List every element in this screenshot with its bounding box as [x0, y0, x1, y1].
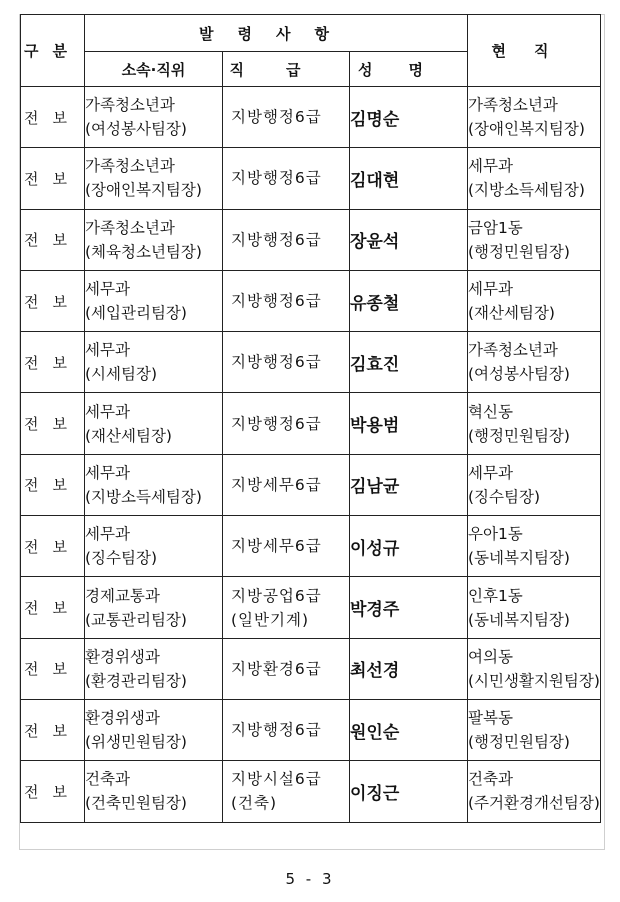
cell-category: 전보: [21, 699, 85, 760]
cell-affiliation: [85, 516, 223, 577]
cell-category: 전보: [21, 454, 85, 515]
current-team: (시민생활지원팀장): [468, 671, 600, 690]
cell-affiliation: [85, 270, 223, 331]
table-row: [21, 699, 601, 760]
affiliation-team: (징수팀장): [85, 549, 157, 568]
cell-grade: [223, 270, 350, 331]
cell-affiliation: [85, 87, 223, 148]
affiliation-dept: 세무과: [85, 341, 130, 360]
current-team: (지방소득세팀장): [468, 181, 585, 200]
cell-affiliation: [85, 761, 223, 822]
grade-title: 지방행정6급: [231, 169, 322, 188]
person-name: 장윤석: [350, 232, 400, 253]
current-dept: 세무과: [468, 280, 513, 299]
affiliation-dept: 가족청소년과: [85, 157, 175, 176]
cell-affiliation: [85, 454, 223, 515]
person-name: 박경주: [350, 600, 400, 621]
grade-specialty: (일반기계): [231, 610, 309, 629]
cell-category: 전보: [21, 577, 85, 638]
header-current-position: 현직: [468, 15, 601, 87]
affiliation-team: (교통관리팀장): [85, 610, 187, 629]
cell-grade: [223, 761, 350, 822]
affiliation-team: (건축민원팀장): [85, 794, 187, 813]
cell-name: [350, 332, 468, 393]
current-team: (장애인복지팀장): [468, 120, 585, 139]
cell-current-position: [468, 761, 601, 822]
cell-name: [350, 516, 468, 577]
person-name: 이성규: [350, 538, 400, 559]
cell-grade: [223, 332, 350, 393]
cell-name: [350, 454, 468, 515]
cell-grade: [223, 209, 350, 270]
person-name: 유종철: [350, 293, 400, 314]
page-number: 5 - 3: [285, 870, 335, 888]
cell-grade: [223, 393, 350, 454]
table-row: [21, 577, 601, 638]
cell-name: [350, 577, 468, 638]
affiliation-team: (체육청소년팀장): [85, 242, 202, 261]
cell-grade: [223, 454, 350, 515]
grade-specialty: (건축): [231, 794, 278, 813]
cell-name: [350, 699, 468, 760]
header-appointment: 발령사항: [85, 15, 468, 52]
cell-current-position: [468, 332, 601, 393]
cell-category: 전보: [21, 148, 85, 209]
table-row: [21, 516, 601, 577]
cell-current-position: [468, 638, 601, 699]
personnel-table: [20, 14, 601, 823]
table-row: [21, 454, 601, 515]
table-row: [21, 332, 601, 393]
cell-current-position: [468, 577, 601, 638]
cell-name: [350, 270, 468, 331]
current-team: (동네복지팀장): [468, 549, 570, 568]
affiliation-team: (세입관리팀장): [85, 304, 187, 323]
cell-current-position: [468, 516, 601, 577]
current-team: (행정민원팀장): [468, 242, 570, 261]
person-name: 원인순: [350, 722, 400, 743]
affiliation-dept: 가족청소년과: [85, 218, 175, 237]
current-team: (행정민원팀장): [468, 426, 570, 445]
grade-title: 지방행정6급: [231, 353, 322, 372]
cell-category: 전보: [21, 270, 85, 331]
current-dept: 세무과: [468, 463, 513, 482]
cell-affiliation: [85, 699, 223, 760]
header-category: 구분: [21, 15, 85, 87]
affiliation-team: (환경관리팀장): [85, 671, 187, 690]
cell-grade: [223, 87, 350, 148]
cell-current-position: [468, 393, 601, 454]
grade-title: 지방행정6급: [231, 292, 322, 311]
affiliation-dept: 세무과: [85, 402, 130, 421]
table-row: [21, 87, 601, 148]
grade-title: 지방행정6급: [231, 230, 322, 249]
affiliation-dept: 세무과: [85, 463, 130, 482]
header-name: 성명: [350, 52, 468, 87]
affiliation-team: (시세팀장): [85, 365, 157, 384]
table-row: [21, 761, 601, 822]
cell-affiliation: [85, 332, 223, 393]
affiliation-team: (여성봉사팀장): [85, 120, 187, 139]
cell-affiliation: [85, 148, 223, 209]
cell-name: [350, 148, 468, 209]
cell-category: 전보: [21, 332, 85, 393]
current-dept: 여의동: [468, 647, 513, 666]
header-affiliation: 소속·직위: [85, 52, 223, 87]
grade-title: 지방환경6급: [231, 659, 322, 678]
cell-current-position: [468, 148, 601, 209]
affiliation-team: (위생민원팀장): [85, 733, 187, 752]
cell-name: [350, 638, 468, 699]
cell-affiliation: [85, 393, 223, 454]
grade-title: 지방공업6급: [231, 586, 322, 605]
cell-name: [350, 209, 468, 270]
current-team: (재산세팀장): [468, 304, 555, 323]
current-dept: 우아1동: [468, 525, 523, 544]
current-team: (행정민원팀장): [468, 733, 570, 752]
table-row: [21, 638, 601, 699]
cell-category: 전보: [21, 393, 85, 454]
current-dept: 가족청소년과: [468, 341, 558, 360]
cell-current-position: [468, 270, 601, 331]
table-row: [21, 148, 601, 209]
current-dept: 건축과: [468, 770, 513, 789]
cell-current-position: [468, 87, 601, 148]
affiliation-dept: 건축과: [85, 770, 130, 789]
cell-category: 전보: [21, 516, 85, 577]
cell-grade: [223, 699, 350, 760]
table-row: [21, 393, 601, 454]
affiliation-dept: 환경위생과: [85, 709, 160, 728]
person-name: 김대현: [350, 170, 400, 191]
table-row: [21, 270, 601, 331]
current-dept: 혁신동: [468, 402, 513, 421]
cell-current-position: [468, 454, 601, 515]
current-dept: 금암1동: [468, 218, 523, 237]
grade-title: 지방세무6급: [231, 475, 322, 494]
cell-category: 전보: [21, 209, 85, 270]
table-row: [21, 209, 601, 270]
grade-title: 지방세무6급: [231, 537, 322, 556]
grade-title: 지방행정6급: [231, 414, 322, 433]
cell-name: [350, 393, 468, 454]
affiliation-dept: 환경위생과: [85, 647, 160, 666]
current-dept: 세무과: [468, 157, 513, 176]
person-name: 이징근: [350, 783, 400, 804]
cell-category: 전보: [21, 638, 85, 699]
cell-name: [350, 87, 468, 148]
cell-current-position: [468, 209, 601, 270]
current-team: (여성봉사팀장): [468, 365, 570, 384]
cell-grade: [223, 148, 350, 209]
cell-category: 전보: [21, 761, 85, 822]
cell-grade: [223, 577, 350, 638]
current-dept: 가족청소년과: [468, 96, 558, 115]
current-team: (동네복지팀장): [468, 610, 570, 629]
affiliation-dept: 경제교통과: [85, 586, 160, 605]
current-dept: 팔복동: [468, 709, 513, 728]
affiliation-team: (지방소득세팀장): [85, 487, 202, 506]
cell-affiliation: [85, 638, 223, 699]
person-name: 최선경: [350, 661, 400, 682]
cell-current-position: [468, 699, 601, 760]
affiliation-dept: 세무과: [85, 280, 130, 299]
current-dept: 인후1동: [468, 586, 523, 605]
cell-name: [350, 761, 468, 822]
person-name: 김효진: [350, 354, 400, 375]
header-grade: 직급: [223, 52, 350, 87]
affiliation-dept: 가족청소년과: [85, 96, 175, 115]
affiliation-team: (장애인복지팀장): [85, 181, 202, 200]
affiliation-dept: 세무과: [85, 525, 130, 544]
person-name: 박용범: [350, 416, 400, 437]
cell-affiliation: [85, 209, 223, 270]
person-name: 김남균: [350, 477, 400, 498]
grade-title: 지방시설6급: [231, 770, 322, 789]
affiliation-team: (재산세팀장): [85, 426, 172, 445]
current-team: (징수팀장): [468, 487, 540, 506]
cell-grade: [223, 516, 350, 577]
cell-affiliation: [85, 577, 223, 638]
cell-grade: [223, 638, 350, 699]
person-name: 김명순: [350, 109, 400, 130]
current-team: (주거환경개선팀장): [468, 794, 600, 813]
cell-category: 전보: [21, 87, 85, 148]
grade-title: 지방행정6급: [231, 108, 322, 127]
table-body: [21, 87, 601, 823]
grade-title: 지방행정6급: [231, 721, 322, 740]
